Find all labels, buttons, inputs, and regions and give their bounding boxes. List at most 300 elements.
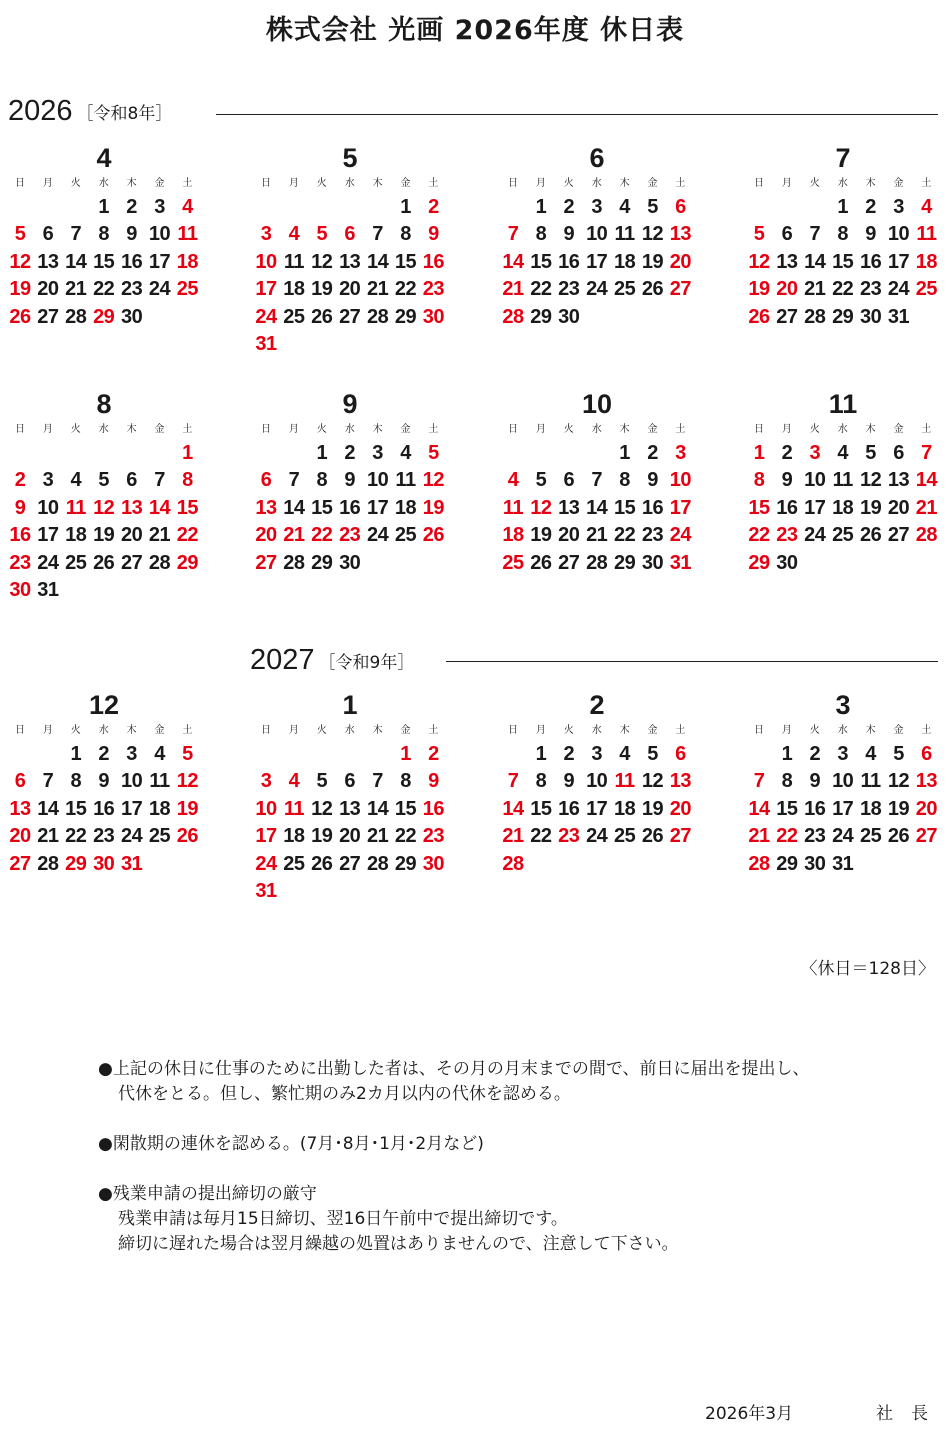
holiday-day: 27 — [255, 551, 277, 574]
weekday-label: 木 — [126, 725, 137, 736]
work-day: 5 — [98, 469, 109, 492]
work-day: 19 — [641, 797, 664, 820]
holiday-day: 22 — [776, 825, 798, 848]
weekday-label: 月 — [781, 178, 792, 189]
year-label: 2027 — [250, 644, 315, 676]
holiday-day: 19 — [422, 496, 445, 519]
work-day: 10 — [586, 223, 608, 246]
work-day: 23 — [120, 278, 143, 301]
weekday-label: 土 — [428, 424, 439, 435]
weekday-label: 水 — [98, 725, 109, 736]
holiday-day: 21 — [283, 524, 305, 547]
work-day: 26 — [93, 551, 115, 574]
weekday-label: 月 — [42, 725, 53, 736]
note-line: ●上記の休日に仕事のために出勤した者は、その月の月末までの間で、前日に届出を提出し、 — [98, 1059, 810, 1079]
work-day: 15 — [832, 250, 854, 273]
holiday-day: 25 — [502, 551, 524, 574]
weekday-label: 金 — [400, 424, 411, 435]
year-header-2026 — [8, 95, 172, 128]
work-day: 8 — [98, 223, 109, 246]
work-day: 21 — [366, 825, 389, 848]
weekday-label: 土 — [921, 424, 932, 435]
work-day: 6 — [893, 442, 904, 464]
work-day: 16 — [859, 250, 882, 273]
work-day: 7 — [42, 770, 54, 793]
work-day: 19 — [311, 825, 333, 848]
work-day: 1 — [400, 196, 411, 218]
work-day: 1 — [535, 743, 547, 765]
holiday-day: 26 — [9, 305, 31, 328]
weekday-label: 水 — [837, 424, 848, 435]
work-day: 19 — [641, 250, 664, 273]
work-day: 28 — [586, 551, 608, 574]
holiday-day: 26 — [176, 825, 199, 848]
holiday-day: 19 — [9, 278, 31, 301]
work-day: 4 — [837, 442, 848, 464]
work-day: 4 — [865, 743, 876, 765]
work-day: 1 — [781, 743, 793, 765]
holiday-day: 1 — [182, 442, 193, 464]
work-day: 3 — [591, 743, 602, 765]
holiday-day: 29 — [93, 305, 115, 328]
weekday-label: 月 — [535, 178, 546, 189]
weekday-label: 土 — [182, 178, 193, 189]
work-day: 18 — [832, 496, 854, 519]
month-number: 7 — [835, 143, 851, 173]
holiday-day: 15 — [748, 496, 770, 519]
work-day: 25 — [613, 278, 636, 301]
holiday-day: 4 — [921, 196, 932, 218]
work-day: 18 — [859, 797, 882, 820]
holiday-day: 12 — [422, 469, 445, 492]
holiday-day: 3 — [809, 442, 821, 464]
work-day: 12 — [641, 770, 664, 793]
holiday-day: 10 — [669, 469, 692, 492]
work-day: 4 — [619, 196, 630, 218]
work-day: 22 — [394, 825, 417, 848]
work-day: 23 — [859, 278, 882, 301]
holiday-day: 6 — [260, 469, 272, 492]
work-day: 14 — [804, 250, 826, 273]
month-number: 12 — [88, 690, 120, 720]
work-day: 31 — [832, 852, 854, 875]
holiday-total: 〈休日＝128日〉 — [800, 959, 935, 979]
work-day: 14 — [283, 496, 305, 519]
work-day: 7 — [372, 223, 383, 246]
work-day: 6 — [344, 770, 355, 793]
weekday-label: 月 — [288, 424, 299, 435]
holiday-day: 2 — [428, 743, 439, 765]
holiday-day: 6 — [921, 743, 932, 765]
holiday-day: 21 — [915, 496, 938, 519]
work-day: 6 — [42, 223, 54, 246]
work-day: 4 — [400, 442, 411, 464]
work-day: 12 — [887, 770, 910, 793]
work-day: 10 — [120, 770, 143, 793]
holiday-day: 30 — [422, 305, 445, 328]
work-day: 15 — [530, 250, 552, 273]
work-day: 20 — [37, 278, 59, 301]
work-day: 12 — [311, 797, 333, 820]
holiday-day: 23 — [422, 825, 445, 848]
holiday-day: 30 — [9, 579, 31, 601]
weekday-label: 金 — [154, 178, 165, 189]
holiday-day: 31 — [255, 880, 277, 902]
work-day: 5 — [865, 442, 876, 464]
holiday-day: 24 — [255, 305, 277, 328]
weekday-label: 日 — [261, 178, 271, 189]
holiday-day: 30 — [93, 852, 115, 875]
holiday-day: 13 — [255, 496, 277, 519]
work-day: 3 — [837, 743, 848, 765]
holiday-day: 8 — [182, 469, 193, 492]
holiday-day: 28 — [915, 524, 938, 547]
work-day: 22 — [530, 278, 552, 301]
weekday-label: 月 — [42, 178, 53, 189]
month-number: 4 — [96, 143, 112, 173]
work-day: 19 — [93, 524, 115, 547]
work-day: 22 — [65, 825, 87, 848]
work-day: 24 — [366, 524, 389, 547]
weekday-label: 日 — [508, 725, 518, 736]
holiday-day: 22 — [311, 524, 333, 547]
work-day: 22 — [613, 524, 636, 547]
work-day: 18 — [148, 797, 171, 820]
work-day: 11 — [149, 770, 170, 793]
weekday-label: 土 — [675, 178, 686, 189]
work-day: 15 — [65, 797, 87, 820]
holiday-day: 27 — [915, 825, 938, 848]
holiday-day: 23 — [339, 524, 361, 547]
work-day: 25 — [394, 524, 417, 547]
work-day: 26 — [887, 825, 910, 848]
holiday-day: 16 — [422, 797, 445, 820]
holiday-day: 4 — [507, 469, 519, 492]
holiday-day: 27 — [669, 825, 692, 848]
weekday-label: 月 — [288, 725, 299, 736]
weekday-label: 水 — [98, 178, 109, 189]
work-day: 4 — [154, 743, 165, 765]
work-day: 8 — [316, 469, 328, 492]
work-day: 24 — [586, 278, 608, 301]
work-day: 31 — [37, 579, 59, 601]
work-day: 29 — [311, 551, 333, 574]
work-day: 7 — [372, 770, 383, 793]
work-day: 29 — [394, 305, 417, 328]
weekday-label: 月 — [42, 424, 53, 435]
work-day: 10 — [148, 223, 171, 246]
work-day: 4 — [70, 469, 82, 492]
holiday-day: 12 — [748, 250, 770, 273]
weekday-label: 火 — [809, 725, 820, 736]
work-day: 25 — [283, 852, 305, 875]
work-day: 16 — [93, 797, 115, 820]
weekday-label: 日 — [261, 725, 271, 736]
work-day: 9 — [781, 469, 793, 492]
work-day: 13 — [339, 250, 361, 273]
work-day: 24 — [148, 278, 171, 301]
work-day: 30 — [859, 305, 882, 328]
weekday-label: 日 — [754, 178, 764, 189]
work-day: 24 — [804, 524, 826, 547]
holiday-day: 14 — [502, 250, 524, 273]
work-day: 16 — [558, 797, 580, 820]
work-day: 28 — [65, 305, 87, 328]
work-day: 11 — [614, 223, 635, 246]
weekday-label: 火 — [316, 725, 327, 736]
work-day: 30 — [641, 551, 664, 574]
holiday-day: 10 — [255, 250, 277, 273]
work-day: 14 — [37, 797, 59, 820]
weekday-label: 火 — [70, 424, 81, 435]
holiday-day: 8 — [753, 469, 765, 492]
work-day: 19 — [887, 797, 910, 820]
work-day: 16 — [339, 496, 361, 519]
holiday-day: 11 — [614, 770, 635, 793]
work-day: 17 — [586, 250, 608, 273]
holiday-day: 3 — [260, 770, 272, 793]
holiday-day: 23 — [422, 278, 445, 301]
work-day: 29 — [394, 852, 417, 875]
work-day: 18 — [65, 524, 87, 547]
work-day: 21 — [366, 278, 389, 301]
work-day: 22 — [530, 825, 552, 848]
weekday-label: 火 — [70, 725, 81, 736]
work-day: 8 — [535, 770, 547, 793]
weekday-label: 火 — [809, 424, 820, 435]
note-block — [98, 1132, 810, 1157]
holiday-day: 21 — [502, 825, 524, 848]
weekday-label: 土 — [428, 725, 439, 736]
work-day: 10 — [586, 770, 608, 793]
work-day: 25 — [283, 305, 305, 328]
weekday-label: 金 — [893, 178, 904, 189]
work-day: 21 — [37, 825, 59, 848]
work-day: 5 — [316, 770, 328, 793]
holiday-day: 2 — [14, 469, 26, 492]
work-day: 3 — [893, 196, 904, 218]
year-header-2027 — [250, 644, 414, 677]
work-day: 17 — [37, 524, 59, 547]
work-day: 19 — [859, 496, 882, 519]
work-day: 5 — [893, 743, 904, 765]
work-day: 28 — [37, 852, 59, 875]
work-day: 3 — [372, 442, 383, 464]
holiday-day: 12 — [93, 496, 115, 519]
work-day: 23 — [804, 825, 826, 848]
work-day: 20 — [558, 524, 580, 547]
work-day: 18 — [283, 278, 305, 301]
month-number: 9 — [342, 389, 358, 419]
holiday-day: 7 — [507, 223, 519, 246]
weekday-label: 月 — [781, 424, 792, 435]
work-day: 21 — [586, 524, 608, 547]
weekday-label: 土 — [675, 424, 686, 435]
work-day: 9 — [563, 223, 575, 246]
work-day: 1 — [316, 442, 328, 464]
work-day: 14 — [366, 797, 389, 820]
weekday-label: 金 — [893, 725, 904, 736]
work-day: 1 — [70, 743, 82, 765]
work-day: 9 — [563, 770, 575, 793]
work-day: 7 — [154, 469, 165, 492]
weekday-label: 日 — [15, 178, 25, 189]
holiday-day: 20 — [255, 524, 277, 547]
holiday-day: 14 — [915, 469, 938, 492]
work-day: 25 — [859, 825, 882, 848]
work-day: 15 — [613, 496, 636, 519]
holiday-day: 12 — [176, 770, 199, 793]
weekday-label: 木 — [372, 424, 383, 435]
work-day: 30 — [804, 852, 826, 875]
holiday-day: 24 — [669, 524, 692, 547]
holiday-day: 5 — [753, 223, 765, 246]
weekday-label: 月 — [781, 725, 792, 736]
weekday-label: 木 — [619, 178, 630, 189]
work-day: 28 — [804, 305, 826, 328]
weekday-label: 土 — [182, 725, 193, 736]
work-day: 27 — [887, 524, 910, 547]
weekday-label: 金 — [154, 424, 165, 435]
holiday-day: 25 — [176, 278, 199, 301]
holiday-day: 13 — [9, 797, 31, 820]
holiday-day: 28 — [502, 305, 524, 328]
holiday-day: 7 — [753, 770, 765, 793]
year-divider — [446, 661, 938, 662]
holiday-day: 5 — [428, 442, 439, 464]
holiday-day: 4 — [288, 223, 300, 246]
work-day: 8 — [400, 223, 411, 246]
work-day: 2 — [98, 743, 109, 765]
work-day: 28 — [366, 852, 389, 875]
work-day: 24 — [120, 825, 143, 848]
work-day: 3 — [154, 196, 165, 218]
work-day: 9 — [126, 223, 137, 246]
work-day: 17 — [148, 250, 171, 273]
issue-date: 2026年3月 — [705, 1404, 794, 1424]
work-day: 24 — [887, 278, 910, 301]
work-day: 9 — [647, 469, 658, 492]
holiday-day: 18 — [176, 250, 199, 273]
work-day: 16 — [804, 797, 826, 820]
weekday-label: 日 — [261, 424, 271, 435]
holiday-day: 19 — [748, 278, 770, 301]
notes — [98, 1057, 810, 1282]
holiday-day: 13 — [669, 770, 692, 793]
holiday-day: 17 — [669, 496, 692, 519]
work-day: 15 — [394, 797, 417, 820]
work-day: 22 — [394, 278, 417, 301]
weekday-label: 火 — [563, 725, 574, 736]
work-day: 8 — [781, 770, 793, 793]
holiday-day: 3 — [260, 223, 272, 246]
work-day: 11 — [832, 469, 853, 492]
note-line: 代休をとる。但し、繁忙期のみ2カ月以内の代休を認める。 — [118, 1084, 571, 1104]
holiday-day: 12 — [530, 496, 552, 519]
work-day: 12 — [859, 469, 882, 492]
holiday-day: 20 — [915, 797, 938, 820]
work-day: 16 — [120, 250, 143, 273]
work-day: 2 — [809, 743, 821, 765]
work-day: 30 — [558, 305, 580, 328]
note-block — [98, 1057, 810, 1107]
work-day: 3 — [126, 743, 137, 765]
weekday-label: 水 — [591, 725, 602, 736]
work-day: 2 — [126, 196, 137, 218]
holiday-day: 3 — [675, 442, 686, 464]
month-number: 3 — [835, 690, 851, 720]
work-day: 2 — [563, 196, 575, 218]
month-number: 8 — [96, 389, 112, 419]
work-day: 26 — [641, 278, 664, 301]
holiday-day: 20 — [9, 825, 31, 848]
work-day: 2 — [781, 442, 793, 464]
holiday-day: 28 — [748, 852, 770, 875]
work-day: 10 — [804, 469, 826, 492]
weekday-label: 木 — [619, 424, 630, 435]
holiday-day: 29 — [65, 852, 87, 875]
work-day: 24 — [832, 825, 854, 848]
holiday-day: 31 — [255, 333, 277, 355]
work-day: 18 — [394, 496, 417, 519]
weekday-label: 木 — [372, 725, 383, 736]
work-day: 2 — [647, 442, 658, 464]
weekday-label: 木 — [372, 178, 383, 189]
weekday-label: 火 — [809, 178, 820, 189]
holiday-day: 2 — [428, 196, 439, 218]
weekday-label: 木 — [126, 178, 137, 189]
work-day: 3 — [591, 196, 602, 218]
holiday-day: 5 — [182, 743, 193, 765]
weekday-label: 木 — [865, 725, 876, 736]
work-day: 18 — [613, 250, 636, 273]
holiday-day: 1 — [753, 442, 765, 464]
work-day: 3 — [42, 469, 54, 492]
work-day: 13 — [339, 797, 361, 820]
work-day: 14 — [366, 250, 389, 273]
work-day: 9 — [344, 469, 355, 492]
year-divider — [216, 114, 938, 115]
holiday-day: 22 — [176, 524, 199, 547]
weekday-label: 水 — [98, 424, 109, 435]
work-day: 1 — [535, 196, 547, 218]
month-number: 10 — [581, 389, 613, 419]
work-day: 8 — [535, 223, 547, 246]
weekday-label: 水 — [344, 178, 355, 189]
note-line: ●残業申請の提出締切の厳守 — [98, 1184, 317, 1204]
holiday-day: 13 — [120, 496, 143, 519]
weekday-label: 木 — [865, 424, 876, 435]
holiday-day: 12 — [9, 250, 31, 273]
work-day: 15 — [776, 797, 798, 820]
holiday-day: 4 — [288, 770, 300, 793]
work-day: 7 — [288, 469, 300, 492]
work-day: 15 — [394, 250, 417, 273]
holiday-day: 7 — [921, 442, 932, 464]
work-day: 15 — [311, 496, 333, 519]
holiday-day: 6 — [675, 743, 686, 765]
month-number: 1 — [342, 690, 358, 720]
weekday-label: 土 — [182, 424, 193, 435]
work-day: 2 — [344, 442, 355, 464]
month-number: 5 — [342, 143, 358, 173]
work-day: 27 — [339, 305, 361, 328]
holiday-day: 13 — [915, 770, 938, 793]
holiday-day: 14 — [502, 797, 524, 820]
weekday-label: 水 — [591, 424, 602, 435]
work-day: 13 — [558, 496, 580, 519]
work-day: 24 — [586, 825, 608, 848]
